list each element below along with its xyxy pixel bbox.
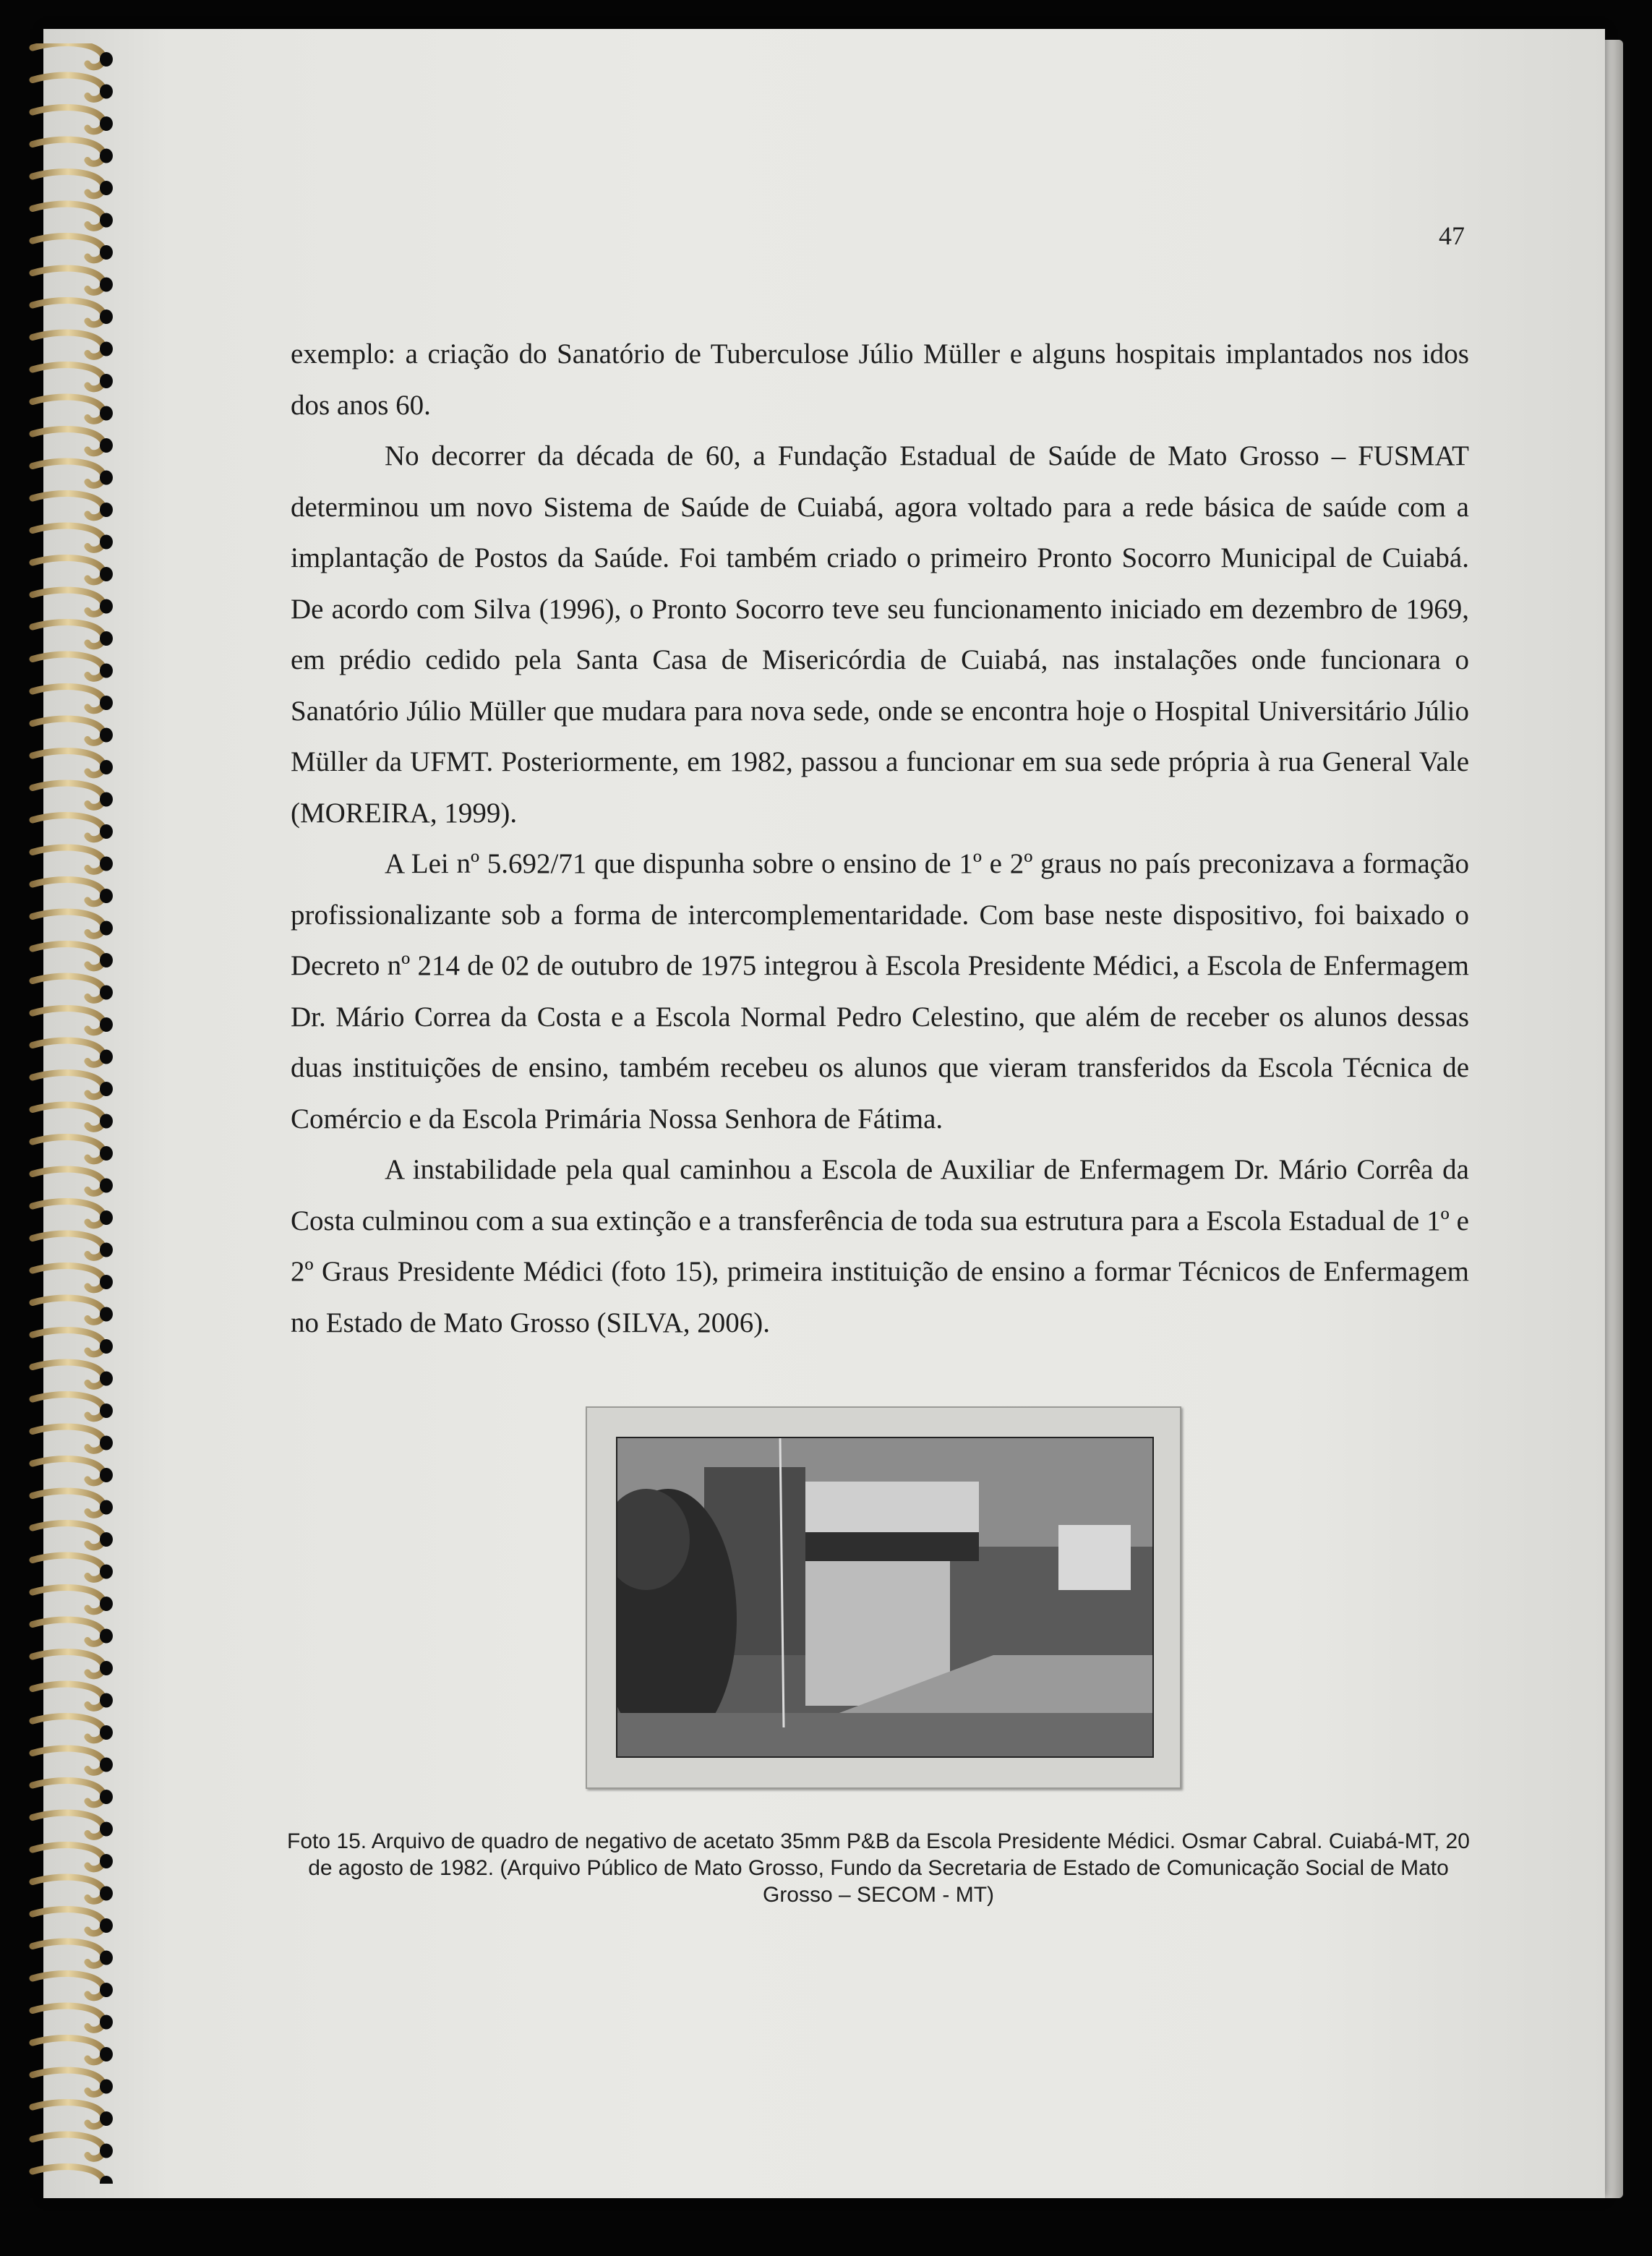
punch-hole: [100, 1436, 113, 1450]
spiral-coil: [33, 268, 103, 292]
punch-hole: [100, 1339, 113, 1354]
punch-hole: [100, 1854, 113, 1868]
punch-hole: [100, 1822, 113, 1837]
spiral-coil: [33, 1845, 103, 1868]
punch-hole: [100, 567, 113, 581]
spiral-coil: [33, 1491, 103, 1515]
punch-hole: [100, 986, 113, 1000]
punch-hole: [100, 278, 113, 292]
punch-hole: [100, 342, 113, 356]
spiral-coil: [33, 815, 103, 839]
punch-hole: [100, 1725, 113, 1740]
punch-hole: [100, 921, 113, 936]
punch-hole: [100, 1275, 113, 1289]
spiral-coil: [33, 783, 103, 807]
punch-hole: [100, 1500, 113, 1515]
punch-hole: [100, 1532, 113, 1547]
spiral-coil: [33, 1137, 103, 1161]
spiral-coil: [33, 236, 103, 260]
punch-hole: [100, 1565, 113, 1579]
punch-hole: [100, 1790, 113, 1804]
spiral-coil: [33, 75, 103, 99]
punch-hole: [100, 181, 113, 195]
spiral-coil: [33, 300, 103, 324]
punch-hole: [100, 599, 113, 614]
spiral-coil: [33, 1394, 103, 1418]
spiral-coil: [33, 1813, 103, 1837]
punch-hole: [100, 1210, 113, 1225]
spiral-coil: [33, 2166, 103, 2184]
punch-hole: [100, 52, 113, 67]
spiral-coil: [33, 43, 103, 67]
spiral-coil: [33, 1941, 103, 1965]
spiral-coil: [33, 333, 103, 356]
spiral-coil: [33, 847, 103, 871]
spiral-coil: [33, 1041, 103, 1064]
spiral-coil: [33, 493, 103, 517]
spiral-coil: [33, 526, 103, 550]
punch-hole: [100, 245, 113, 260]
spiral-coil: [33, 204, 103, 228]
punch-hole: [100, 664, 113, 678]
punch-hole: [100, 1629, 113, 1644]
punch-hole: [100, 857, 113, 871]
spiral-coil: [33, 1652, 103, 1675]
spiral-coil: [33, 879, 103, 903]
punch-hole: [100, 1661, 113, 1675]
spiral-coil: [33, 590, 103, 614]
spiral-coil: [33, 557, 103, 581]
punch-hole: [100, 792, 113, 807]
photo-frame: [586, 1406, 1181, 1789]
page-number: 47: [1439, 221, 1465, 250]
spiral-coil: [33, 1909, 103, 1933]
punch-hole: [100, 1179, 113, 1193]
punch-hole: [100, 824, 113, 839]
punch-hole: [100, 2015, 113, 2030]
punch-hole: [100, 85, 113, 99]
punch-hole: [100, 1597, 113, 1611]
spiral-coil: [33, 1008, 103, 1032]
spiral-coil: [33, 912, 103, 936]
spiral-coil: [33, 1748, 103, 1772]
punch-hole: [100, 535, 113, 550]
spiral-coil: [33, 654, 103, 678]
punch-hole: [100, 2047, 113, 2061]
spiral-coil: [33, 1298, 103, 1322]
spiral-coil: [33, 2102, 103, 2126]
punch-hole: [100, 1050, 113, 1064]
punch-hole: [100, 1372, 113, 1386]
punch-hole: [100, 631, 113, 646]
punch-hole: [100, 889, 113, 903]
punch-hole: [100, 1307, 113, 1322]
body-text: [291, 329, 1469, 1349]
punch-hole: [100, 438, 113, 453]
spiral-coil: [33, 1780, 103, 1804]
spiral-coil: [33, 140, 103, 163]
spiral-coil: [33, 1523, 103, 1547]
spiral-coil: [33, 719, 103, 743]
spiral-coil: [33, 1265, 103, 1289]
punch-hole: [100, 374, 113, 388]
paragraph-continued: exemplo: a criação do Sanatório de Tuberculose Júlio Müller e alguns hospitais implantados nos idos dos anos 60.: [291, 338, 1469, 421]
spiral-coil: [33, 1072, 103, 1096]
spiral-coil: [33, 1169, 103, 1193]
spiral-coil: [33, 944, 103, 967]
punch-hole: [100, 2111, 113, 2126]
spiral-coil: [33, 2135, 103, 2158]
punch-hole: [100, 1017, 113, 1032]
spiral-coil: [33, 1620, 103, 1644]
paragraph: A instabilidade pela qual caminhou a Escola de Auxiliar de Enfermagem Dr. Mário Corrêa da Costa culminou com a sua extinção e a transferência de toda sua estrutura para a Escola Estadual de 1º e 2º Graus Presidente Médici (foto 15), primeira instituição de ensino a formar Técnicos de Enfermagem no Estado de Mato Grosso (SILVA, 2006).: [291, 1154, 1469, 1338]
punch-hole: [100, 1693, 113, 1708]
punch-hole: [100, 1758, 113, 1772]
punch-hole: [100, 1951, 113, 1965]
spiral-coil: [33, 1201, 103, 1225]
punch-hole: [100, 1918, 113, 1933]
spiral-coil: [33, 1105, 103, 1129]
punch-hole: [100, 953, 113, 967]
punch-hole: [100, 2144, 113, 2158]
spiral-coil: [33, 2038, 103, 2061]
spiral-coil: [33, 2070, 103, 2094]
punch-hole: [100, 213, 113, 228]
building-photo: [616, 1437, 1154, 1758]
punch-hole: [100, 1403, 113, 1418]
punch-hole: [100, 1468, 113, 1482]
paragraph: A Lei nº 5.692/71 que dispunha sobre o ensino de 1º e 2º graus no país preconizava a formação profissionalizante sob a forma de intercomplementaridade. Com base neste dispositivo, foi baixado o Decreto nº 214 de 02 de outubro de 1975 integrou à Escola Presidente Médici, a Escola de Enfermagem Dr. Mário Correa da Costa e a Escola Normal Pedro Celestino, que além de receber os alunos dessas duas instituições de ensino, também recebeu os alunos que vieram transferidos da Escola Técnica de Comércio e da Escola Primária Nossa Senhora de Fátima.: [291, 848, 1469, 1135]
punch-hole: [100, 760, 113, 774]
spiral-coil: [33, 1555, 103, 1579]
punch-hole: [100, 1114, 113, 1129]
spiral-coil: [33, 461, 103, 485]
spiral-coil: [33, 1684, 103, 1708]
spiral-coil: [33, 1330, 103, 1354]
punch-hole: [100, 503, 113, 517]
spiral-coil: [33, 976, 103, 1000]
spiral-coil: [33, 1587, 103, 1611]
spiral-coil: [33, 622, 103, 646]
photo-caption: Foto 15. Arquivo de quadro de negativo de acetato 35mm P&B da Escola Presidente Médici. Osmar Cabral. Cuiabá-MT, 20 de agosto de 1982. (Arquivo Público de Mato Grosso, Fundo da Secretaria de Estado de Comunicação Social de Mato Grosso – SECOM - MT): [287, 1829, 1470, 1907]
punch-hole: [100, 1983, 113, 1997]
punch-hole: [100, 406, 113, 421]
spiral-coil: [33, 364, 103, 388]
punch-hole: [100, 728, 113, 743]
punch-hole: [100, 1887, 113, 1901]
spiral-coil: [33, 429, 103, 453]
spiral-coil: [33, 397, 103, 421]
punch-hole: [100, 149, 113, 163]
punch-hole: [100, 1082, 113, 1096]
spiral-binding: [18, 43, 127, 2184]
punch-hole: [100, 116, 113, 131]
spiral-coil: [33, 751, 103, 774]
punch-hole: [100, 471, 113, 485]
punch-hole: [100, 1146, 113, 1161]
spiral-coil: [33, 686, 103, 710]
punch-hole: [100, 1243, 113, 1257]
punch-hole: [100, 2080, 113, 2094]
spiral-coil: [33, 1716, 103, 1740]
spiral-coil: [33, 1973, 103, 1997]
spiral-coil: [33, 1234, 103, 1257]
spiral-coil: [33, 171, 103, 195]
spiral-coil: [33, 1427, 103, 1450]
punch-hole: [100, 696, 113, 710]
spiral-coil: [33, 2006, 103, 2030]
spiral-coil: [33, 107, 103, 131]
paragraph: No decorrer da década de 60, a Fundação Estadual de Saúde de Mato Grosso – FUSMAT determinou um novo Sistema de Saúde de Cuiabá, agora voltado para a rede básica de saúde com a implantação de Postos da Saúde. Foi também criado o primeiro Pronto Socorro Municipal de Cuiabá. De acordo com Silva (1996), o Pronto Socorro teve seu funcionamento iniciado em dezembro de 1969, em prédio cedido pela Santa Casa de Misericórdia de Cuiabá, nas instalações onde funcionara o Sanatório Júlio Müller que mudara para nova sede, onde se encontra hoje o Hospital Universitário Júlio Müller da UFMT. Posteriormente, em 1982, passou a funcionar em sua sede própria à rua General Vale (MOREIRA, 1999).: [291, 440, 1469, 829]
spiral-coil: [33, 1362, 103, 1386]
punch-hole: [100, 309, 113, 324]
spiral-coil: [33, 1458, 103, 1482]
spiral-coil: [33, 1877, 103, 1901]
